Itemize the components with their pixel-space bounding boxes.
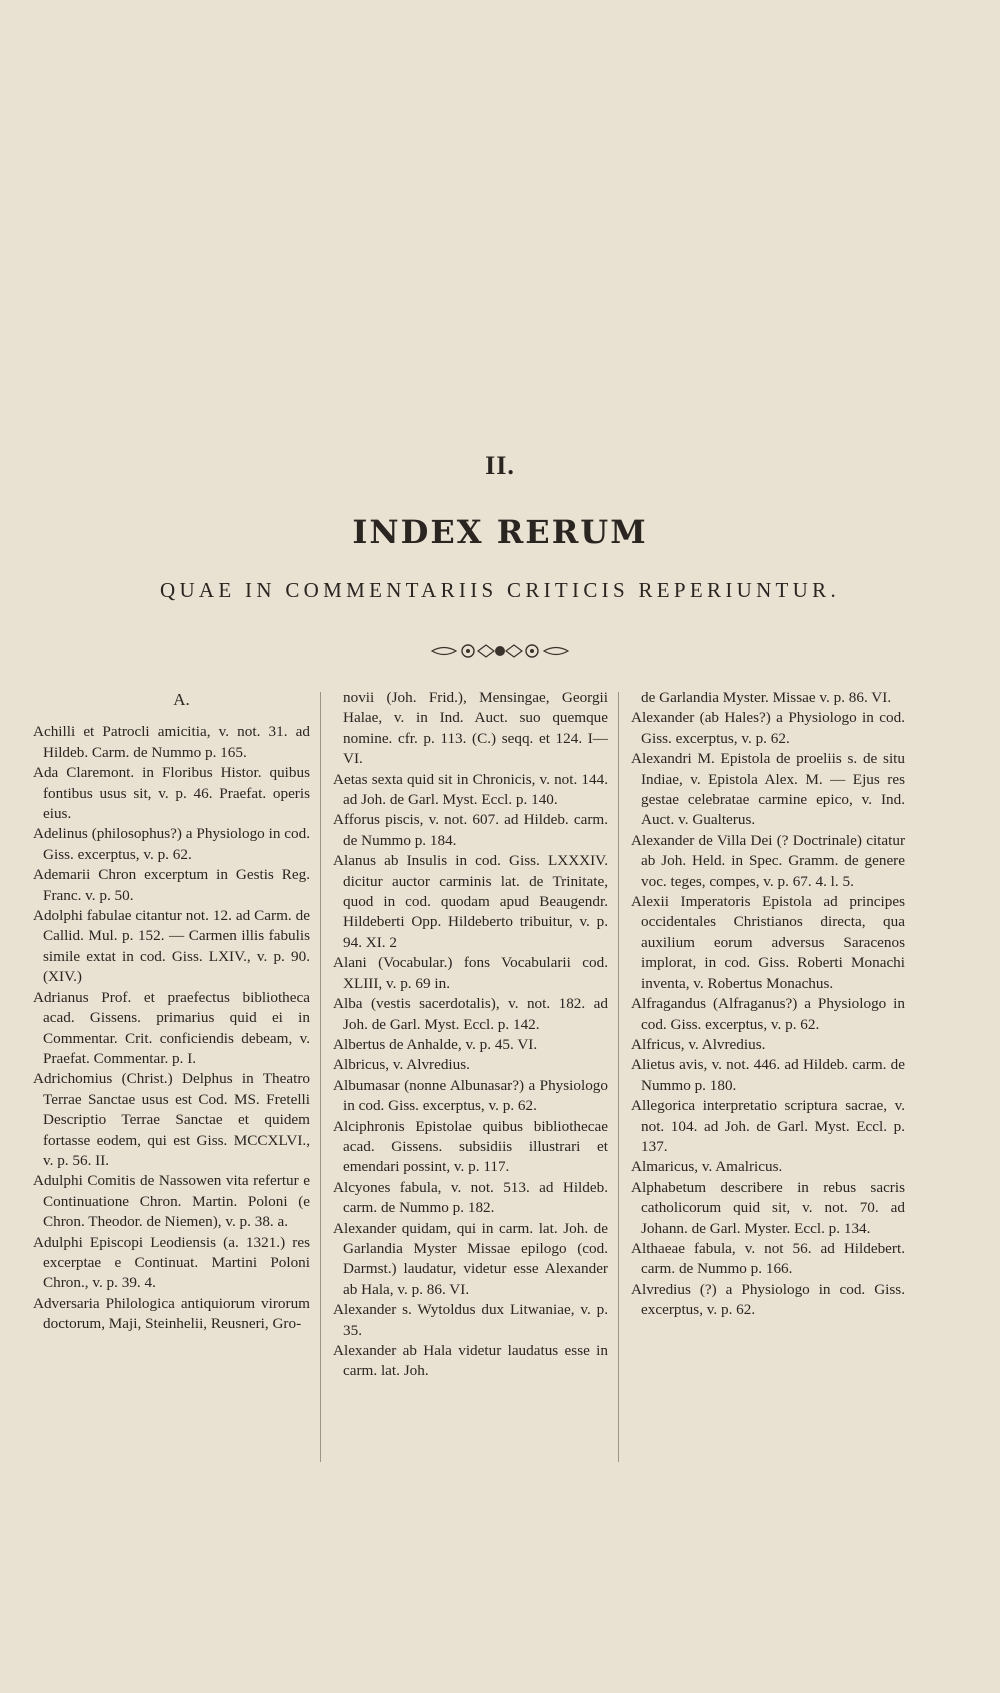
letter-heading: A. (173, 690, 190, 709)
index-entry: Alani (Vocabular.) fons Vocabularii cod. XLIII, v. p. 69 in. (333, 954, 608, 992)
index-entry: Alexander s. Wytoldus dux Litwaniae, v. p. 35. (333, 1301, 608, 1339)
index-entry: Aetas sexta quid sit in Chronicis, v. not. 144. ad Joh. de Garl. Myst. Eccl. p. 140. (333, 770, 608, 809)
index-entry-continued: novii (Joh. Frid.), Mensingae, Georgii Halae, v. in Ind. Auct. suo quemque nomine. cfr. p. 113. (C.) seqq. et 124. I—VI. (343, 689, 608, 768)
index-entry: Alanus ab Insulis in cod. Giss. LXXXIV. dicitur auctor carminis lat. de Trinitate, quod in cod. quodam apud Beaugendr. Hildeberti Opp. Hildeberto tribuitur, v. p. 94. XI. 2 (333, 852, 608, 951)
index-entry: Alexii Imperatoris Epistola ad principes occidentales Christianos directa, qua auxilium eorum adversus Saracenos implorat, in cod. Giss. Roberti Monachi inventa, v. Robertus Monachus. (631, 893, 905, 992)
index-entry: Afforus piscis, v. not. 607. ad Hildeb. carm. de Nummo p. 184. (333, 811, 608, 849)
column-divider (618, 692, 619, 1462)
index-entry: Alba (vestis sacerdotalis), v. not. 182. ad Joh. de Garl. Myst. Eccl. p. 142. (333, 995, 608, 1033)
index-entry: Alcyones fabula, v. not. 513. ad Hildeb. carm. de Nummo p. 182. (333, 1178, 608, 1217)
index-column-2 (333, 688, 608, 1382)
index-column-3 (631, 688, 905, 1321)
index-entry: Alphabetum describere in rebus sacris catholicorum quid sit, v. not. 70. ad Johann. de Garl. Myster. Eccl. p. 134. (631, 1178, 905, 1237)
index-entry: Adulphi Comitis de Nassowen vita refertur e Continuatione Chron. Martin. Poloni (e Chron. Theodor. de Niemen), v. p. 38. a. (33, 1172, 310, 1231)
index-entry: Alietus avis, v. not. 446. ad Hildeb. carm. de Nummo p. 180. (631, 1056, 905, 1094)
index-entry: Adrianus Prof. et praefectus bibliotheca acad. Gissens. primarius quid ei in Commentar. Crit. conficiendis debeam, v. Praefat. Commentar. p. I. (33, 988, 310, 1067)
index-entry: Alfricus, v. Alvredius. (631, 1035, 766, 1053)
index-entry: Alexander quidam, qui in carm. lat. Joh. de Garlandia Myster Missae epilogo (cod. Darmst.) laudatur, videtur esse Alexander ab Hala, v. p. 86. VI. (333, 1219, 608, 1298)
index-entry: Adolphi fabulae citantur not. 12. ad Carm. de Callid. Mul. p. 152. — Carmen illis fabulis simile extat in cod. Giss. LXIV., v. p. 90. (XIV.) (33, 907, 310, 986)
fleuron-ornament-icon (430, 640, 570, 662)
index-entry: Almaricus, v. Amalricus. (631, 1158, 783, 1176)
index-entry: Alfragandus (Alfraganus?) a Physiologo in cod. Giss. excerptus, v. p. 62. (631, 995, 905, 1033)
index-entry: Alexander de Villa Dei (? Doctrinale) citatur ab Joh. Held. in Spec. Gramm. de genere voc. teges, compes, v. p. 67. 4. l. 5. (631, 831, 905, 890)
page-title: INDEX RERUM (352, 513, 648, 551)
index-entry: Allegorica interpretatio scriptura sacrae, v. not. 104. ad Joh. de Garl. Myst. Eccl. p. 137. (631, 1097, 905, 1155)
index-entry: Albumasar (nonne Albunasar?) a Physiologo in cod. Giss. excerptus, v. p. 62. (333, 1076, 608, 1115)
index-entry: Adversaria Philologica antiquiorum virorum doctorum, Maji, Steinhelii, Reusneri, Gro- (33, 1294, 310, 1333)
index-entry: Alexander (ab Hales?) a Physiologo in cod. Giss. excerptus, v. p. 62. (631, 709, 905, 747)
index-column-1 (33, 688, 310, 1335)
index-entry: Alexander ab Hala videtur laudatus esse in carm. lat. Joh. (333, 1342, 608, 1380)
index-entry: Alexandri M. Epistola de proeliis s. de situ Indiae, v. Epistola Alex. M. — Ejus res gestae celebratae carmine epico, v. Ind. Auct. v. Gualterus. (631, 750, 905, 829)
index-entry: Albricus, v. Alvredius. (333, 1056, 470, 1074)
index-entry: Achilli et Patrocli amicitia, v. not. 31. ad Hildeb. Carm. de Nummo p. 165. (33, 723, 310, 761)
index-entry: Alciphronis Epistolae quibus bibliothecae acad. Gissens. subsidiis illustrari et emendari possint, v. p. 117. (333, 1117, 608, 1176)
section-number: II. (485, 451, 515, 480)
index-entry: Adelinus (philosophus?) a Physiologo in cod. Giss. excerptus, v. p. 62. (33, 825, 310, 863)
index-entry: Adrichomius (Christ.) Delphus in Theatro Terrae Sanctae usus est Cod. MS. Fretelli Descriptio Terrae Sanctae et quidem fortasse eodem, qui est Giss. MCCXLVI., v. p. 56. II. (33, 1070, 310, 1169)
index-entry: Adulphi Episcopi Leodiensis (a. 1321.) res excerptae e Continuat. Martini Poloni Chron., v. p. 39. 4. (33, 1233, 310, 1292)
index-entry-continued: de Garlandia Myster. Missae v. p. 86. VI. (641, 689, 892, 706)
column-divider (320, 692, 321, 1462)
index-entry: Althaeae fabula, v. not 56. ad Hildebert. carm. de Nummo p. 166. (631, 1239, 905, 1278)
index-entry: Ademarii Chron excerptum in Gestis Reg. Franc. v. p. 50. (33, 866, 310, 904)
index-entry: Alvredius (?) a Physiologo in cod. Giss. excerptus, v. p. 62. (631, 1280, 905, 1319)
page-subtitle: QUAE IN COMMENTARIIS CRITICIS REPERIUNTUR. (159, 578, 840, 602)
index-entry: Albertus de Anhalde, v. p. 45. VI. (333, 1035, 538, 1053)
index-entry: Ada Claremont. in Floribus Histor. quibus fontibus usus sit, v. p. 46. Praefat. operis eius. (33, 764, 310, 823)
